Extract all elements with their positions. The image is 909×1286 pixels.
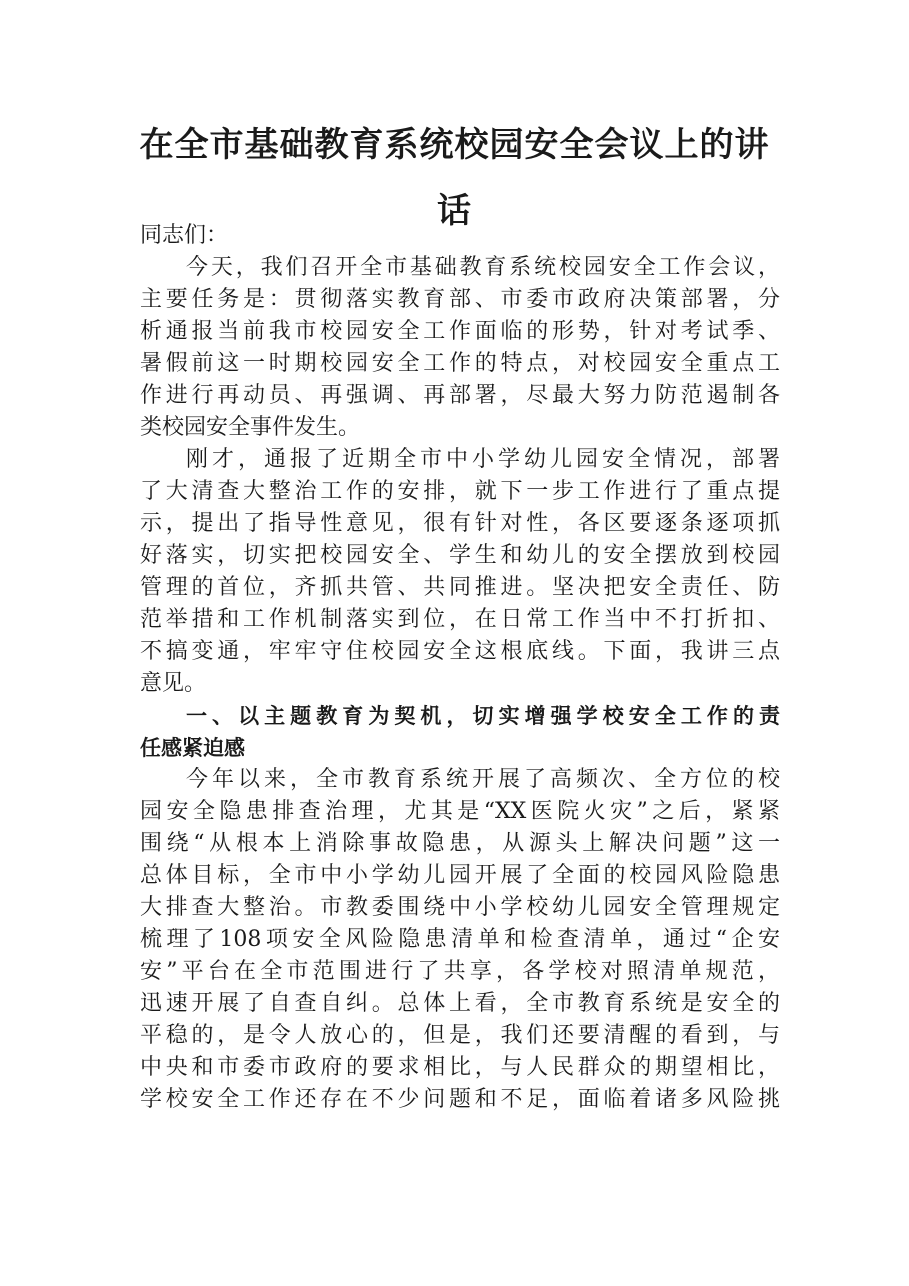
paragraph-line: 暑假前这一时期校园安全工作的特点，对校园安全重点工 [140, 351, 780, 376]
paragraph-line: 范举措和工作机制落实到位，在日常工作当中不打折扣、 [140, 607, 780, 632]
paragraph-3 [140, 764, 780, 1116]
paragraph-line: 中央和市委市政府的要求相比，与人民群众的期望相比， [140, 1055, 780, 1080]
paragraph-line: 园安全隐患排查治理，尤其是“XX医院火灾”之后，紧紧 [140, 799, 780, 824]
document-title-line-2: 话 [437, 191, 472, 231]
document-title-line-1: 在全市基础教育系统校园安全会议上的讲 [139, 125, 770, 165]
paragraph-line: 类校园安全事件发生。 [140, 415, 361, 440]
paragraph-line: 刚才，通报了近期全市中小学幼儿园安全情况，部署 [186, 447, 780, 472]
paragraph-line: 平稳的，是令人放心的，但是，我们还要清醒的看到，与 [140, 1023, 780, 1048]
paragraph-line: 学校安全工作还存在不少问题和不足，面临着诸多风险挑 [140, 1087, 780, 1112]
section-heading-1 [140, 700, 780, 764]
paragraph-line: 作进行再动员、再强调、再部署，尽最大努力防范遏制各 [140, 383, 780, 408]
paragraph-1 [140, 252, 780, 444]
paragraph-line: 不搞变通，牢牢守住校园安全这根底线。下面，我讲三点 [140, 639, 780, 664]
paragraph-line: 梳理了108项安全风险隐患清单和检查清单，通过“企安 [140, 927, 780, 952]
section-heading-line: 任感紧迫感 [140, 736, 245, 760]
paragraph-2 [140, 444, 780, 700]
section-heading-line: 一、以主题教育为契机，切实增强学校安全工作的责 [186, 704, 780, 728]
paragraph-line: 了大清查大整治工作的安排，就下一步工作进行了重点提 [140, 479, 780, 504]
paragraph-line: 大排查大整治。市教委围绕中小学校幼儿园安全管理规定 [140, 895, 780, 920]
paragraph-line: 总体目标，全市中小学幼儿园开展了全面的校园风险隐患 [140, 863, 780, 888]
paragraph-line: 围绕“从根本上消除事故隐患，从源头上解决问题”这一 [140, 831, 780, 856]
paragraph-line: 示，提出了指导性意见，很有针对性，各区要逐条逐项抓 [140, 511, 780, 536]
paragraph-line: 管理的首位，齐抓共管、共同推进。坚决把安全责任、防 [140, 575, 780, 600]
paragraph-line: 迅速开展了自查自纠。总体上看，全市教育系统是安全的 [140, 991, 780, 1016]
paragraph-line: 主要任务是：贯彻落实教育部、市委市政府决策部署，分 [140, 287, 780, 312]
paragraph-line: 今年以来，全市教育系统开展了高频次、全方位的校 [186, 767, 780, 792]
paragraph-line: 安”平台在全市范围进行了共享，各学校对照清单规范， [140, 959, 780, 984]
salutation: 同志们： [140, 223, 229, 248]
paragraph-line: 好落实，切实把校园安全、学生和幼儿的安全摆放到校园 [140, 543, 780, 568]
paragraph-line: 析通报当前我市校园安全工作面临的形势，针对考试季、 [140, 319, 780, 344]
paragraph-line: 今天，我们召开全市基础教育系统校园安全工作会议， [186, 255, 780, 280]
document-body [140, 220, 780, 1116]
paragraph-line: 意见。 [140, 671, 207, 696]
